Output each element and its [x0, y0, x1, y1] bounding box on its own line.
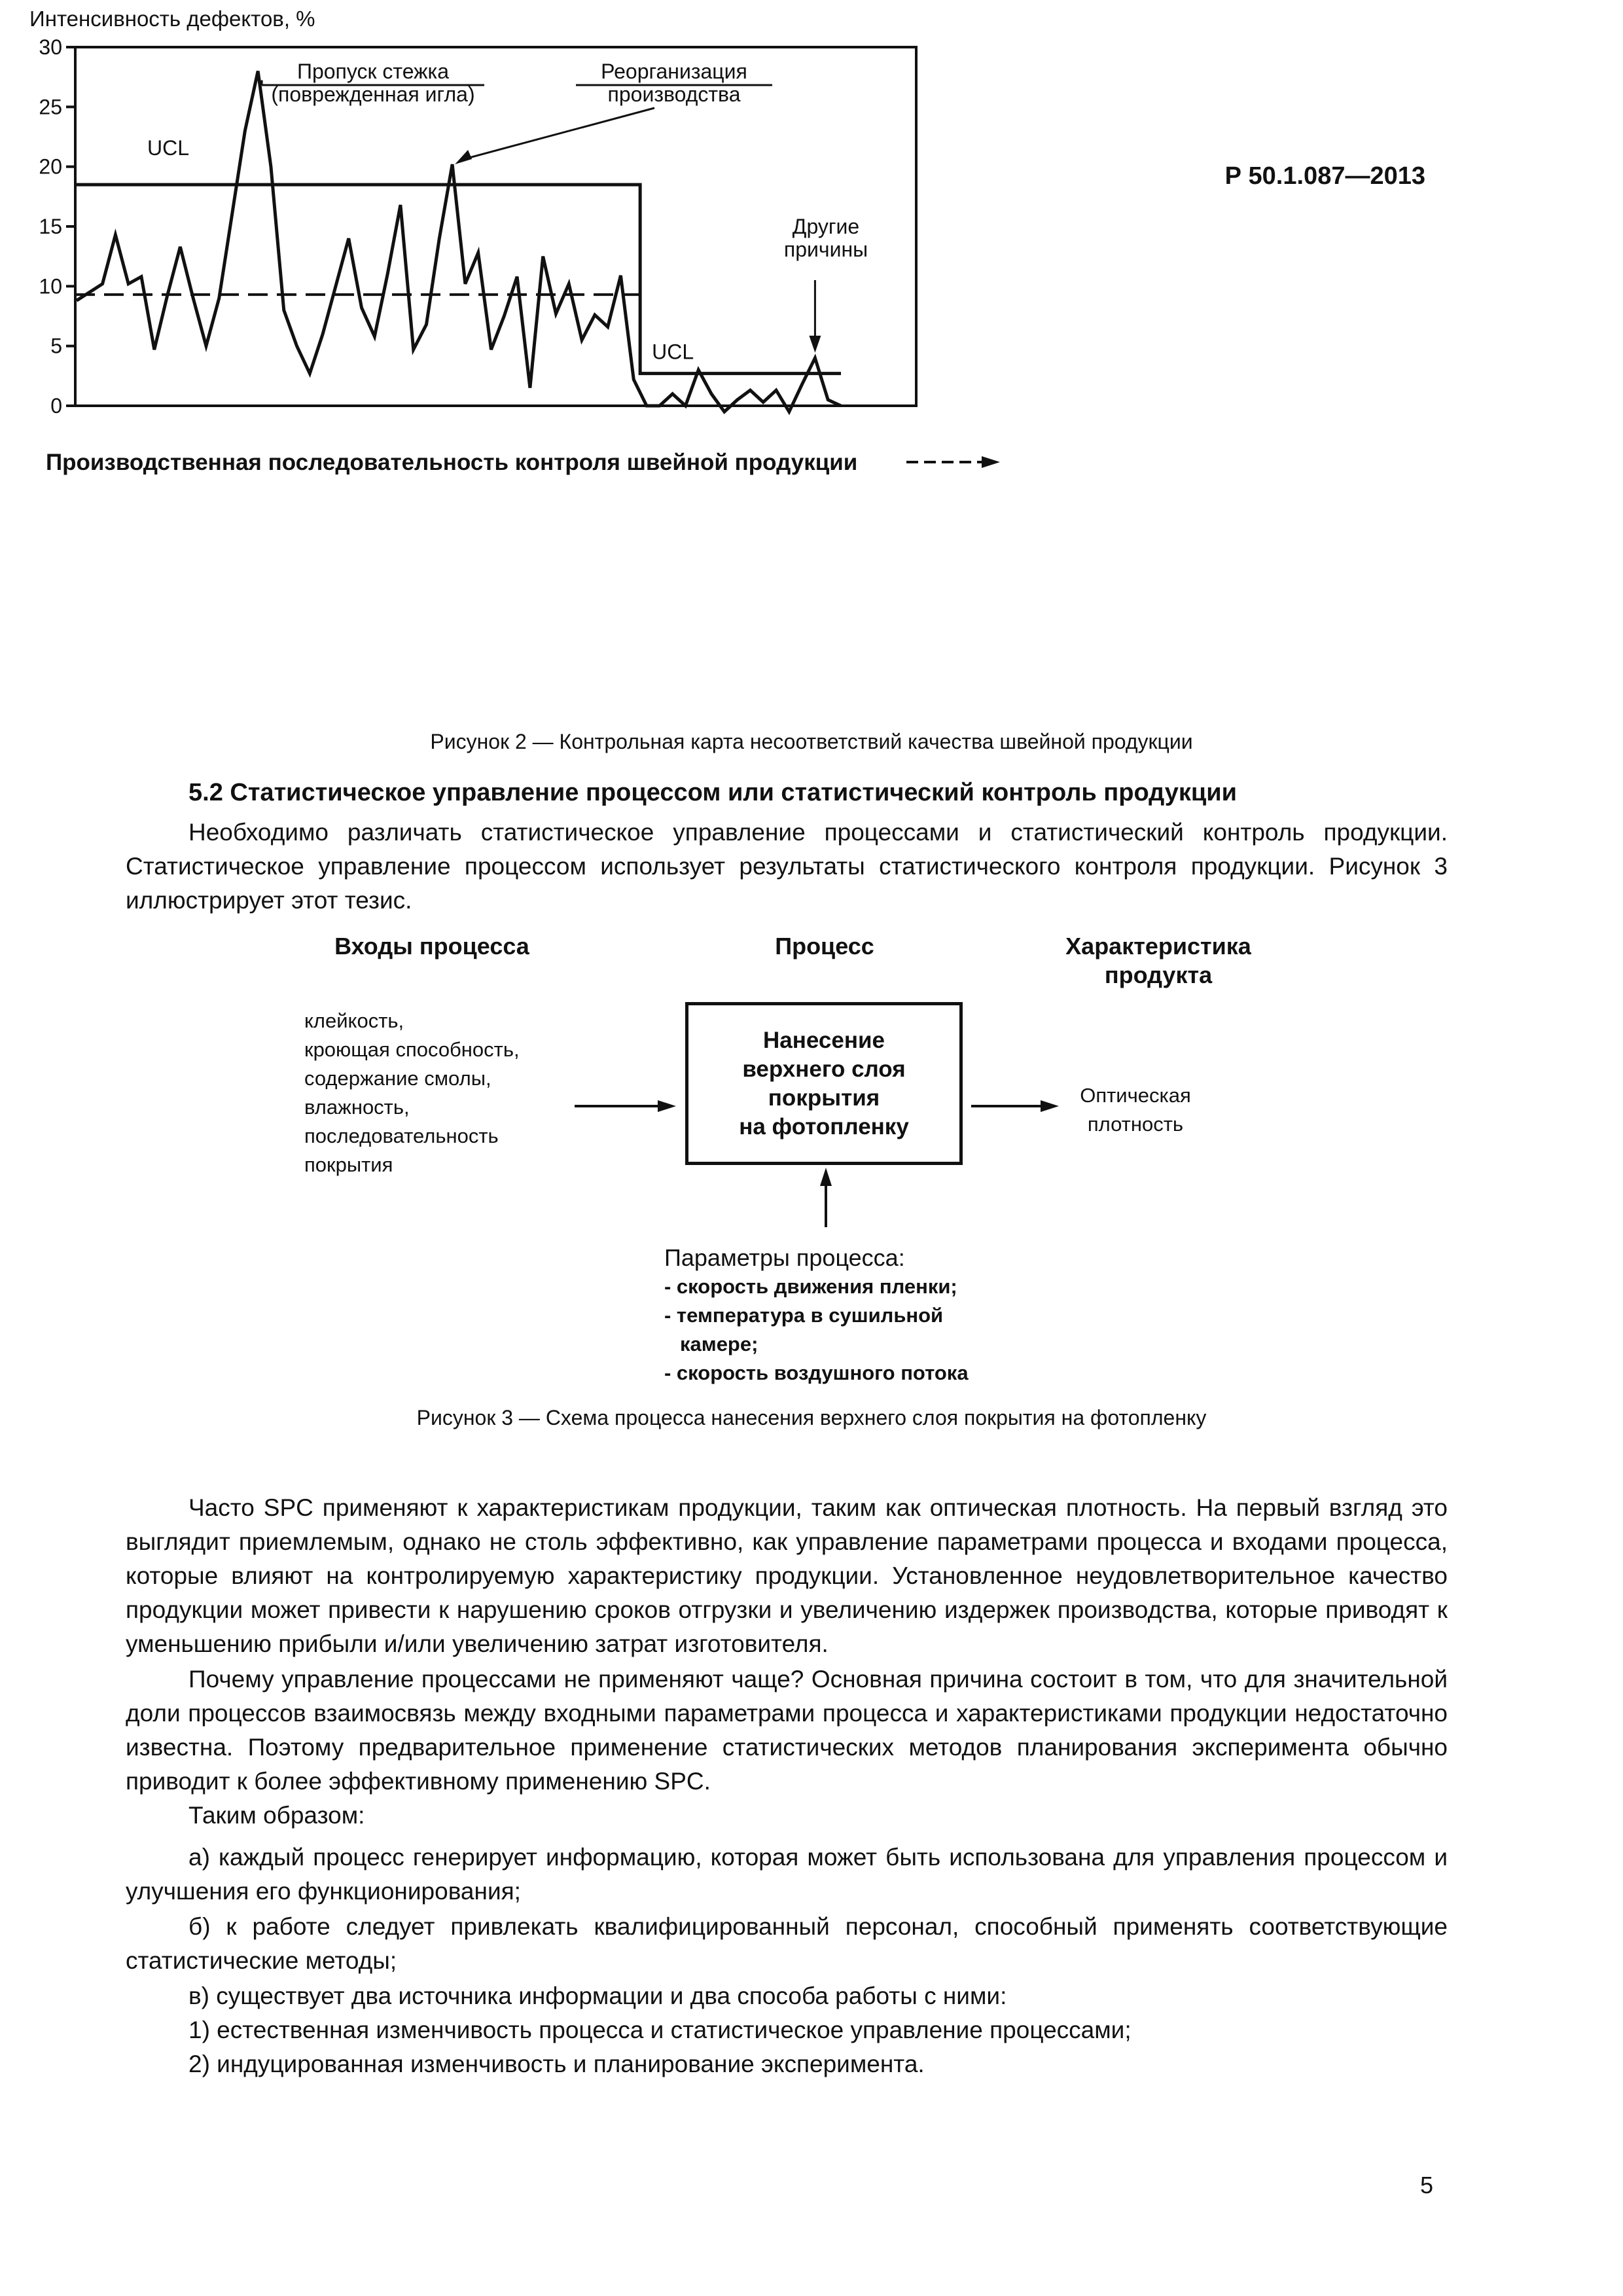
ucl-label: UCL: [147, 136, 190, 160]
process-output-line: Оптическая: [1080, 1084, 1191, 1107]
chart-y-axis-label: Интенсивность дефектов, %: [29, 7, 315, 31]
annotation-label: Другие: [792, 215, 860, 238]
page-number: 5: [1419, 2172, 1433, 2198]
annotation-label: производства: [607, 82, 741, 106]
sublist-item-1: 1) естественная изменчивость процесса и статистическое управление процессами;: [188, 2017, 1132, 2043]
y-tick-label: 20: [39, 154, 62, 179]
body-paragraph-2: Почему управление процессами не применяют чаще? Основная причина состоит в том, что для значительной доли процессов взаимосвязь между входными параметрами процесса и характеристиками продукции недостаточно известна. Поэтому предварительное применение статистических методов планирования эксперимента обычно приводит к более эффективному применению SPC.: [126, 1666, 1448, 1795]
column-header-inputs: Входы процесса: [334, 933, 529, 960]
body-paragraph-3: Таким образом:: [188, 1802, 365, 1829]
process-box-line: Нанесение: [763, 1027, 885, 1053]
y-tick-label: 25: [39, 95, 62, 119]
process-input-item: влажность,: [304, 1096, 410, 1119]
figure-2-caption: Рисунок 2 — Контрольная карта несоответствий качества швейной продукции: [430, 730, 1193, 753]
y-tick-label: 10: [39, 274, 62, 298]
process-box-line: на фотопленку: [739, 1113, 909, 1139]
process-box-line: верхнего слоя: [742, 1056, 906, 1082]
process-input-item: покрытия: [304, 1153, 393, 1176]
process-parameter-item: - температура в сушильной: [664, 1304, 944, 1327]
list-item-b: б) к работе следует привлекать квалифицированный персонал, способный применять соответствующие статистические методы;: [126, 1913, 1448, 1974]
body-paragraph-1: Часто SPC применяют к характеристикам продукции, таким как оптическая плотность. На первый взгляд это выглядит приемлемым, однако не столь эффективно, как управление параметрами процесса и входами процесса, которые влияют на контролируемую характеристику продукции. Установленное неудовлетворительное качество продукции может привести к нарушению сроков отгрузки и увеличению издержек производства, которые приводят к уменьшению прибыли и/или увеличению затрат изготовителя.: [126, 1494, 1448, 1657]
y-tick-label: 5: [50, 334, 62, 358]
y-tick-label: 0: [50, 394, 62, 418]
process-parameter-item: - скорость движения пленки;: [664, 1275, 957, 1298]
paragraph-intro: Необходимо различать статистическое управление процессами и статистический контроль продукции. Статистическое управление процессом использует результаты статистического контроля продукции. Рисунок 3 иллюстрирует этот тезис.: [126, 819, 1448, 914]
ucl-label: UCL: [652, 340, 694, 364]
figure-3-caption: Рисунок 3 — Схема процесса нанесения верхнего слоя покрытия на фотопленку: [416, 1406, 1207, 1429]
process-parameters-title: Параметры процесса:: [664, 1244, 905, 1271]
column-header-product-line2: продукта: [1104, 961, 1213, 988]
annotation-label: Реорганизация: [601, 60, 747, 83]
process-input-item: содержание смолы,: [304, 1067, 491, 1090]
list-item-v: в) существует два источника информации и два способа работы с ними:: [188, 1982, 1007, 2009]
output-arrowhead: [1041, 1100, 1059, 1112]
process-parameter-item: - скорость воздушного потока: [664, 1361, 969, 1384]
column-header-process: Процесс: [775, 933, 874, 960]
process-input-item: клейкость,: [304, 1009, 404, 1032]
document-number: Р 50.1.087—2013: [1224, 162, 1425, 190]
y-tick-label: 30: [39, 35, 62, 59]
column-header-product-line1: Характеристика: [1065, 933, 1251, 960]
process-input-item: кроющая способность,: [304, 1038, 520, 1061]
chart-x-axis-label: Производственная последовательность контроля швейной продукции: [46, 450, 858, 475]
annotation-label: причины: [783, 238, 868, 261]
y-tick-label: 15: [39, 215, 62, 238]
process-output-line: плотность: [1087, 1113, 1184, 1136]
process-box-line: покрытия: [768, 1085, 880, 1111]
process-parameters: [664, 1244, 969, 1388]
annotation-label: Пропуск стежка: [296, 60, 450, 83]
section-heading: 5.2 Статистическое управление процессом или статистический контроль продукции: [188, 779, 1237, 806]
input-arrowhead: [658, 1100, 676, 1112]
params-arrowhead: [820, 1168, 832, 1186]
list-item-a: а) каждый процесс генерирует информацию, которая может быть использована для управления процессом и улучшения его функционирования;: [126, 1844, 1448, 1905]
sublist-item-2: 2) индуцированная изменчивость и планирование эксперимента.: [188, 2051, 925, 2077]
process-input-item: последовательность: [304, 1124, 499, 1147]
annotation-label: (поврежденная игла): [271, 82, 475, 106]
process-parameter-item: камере;: [680, 1333, 758, 1355]
